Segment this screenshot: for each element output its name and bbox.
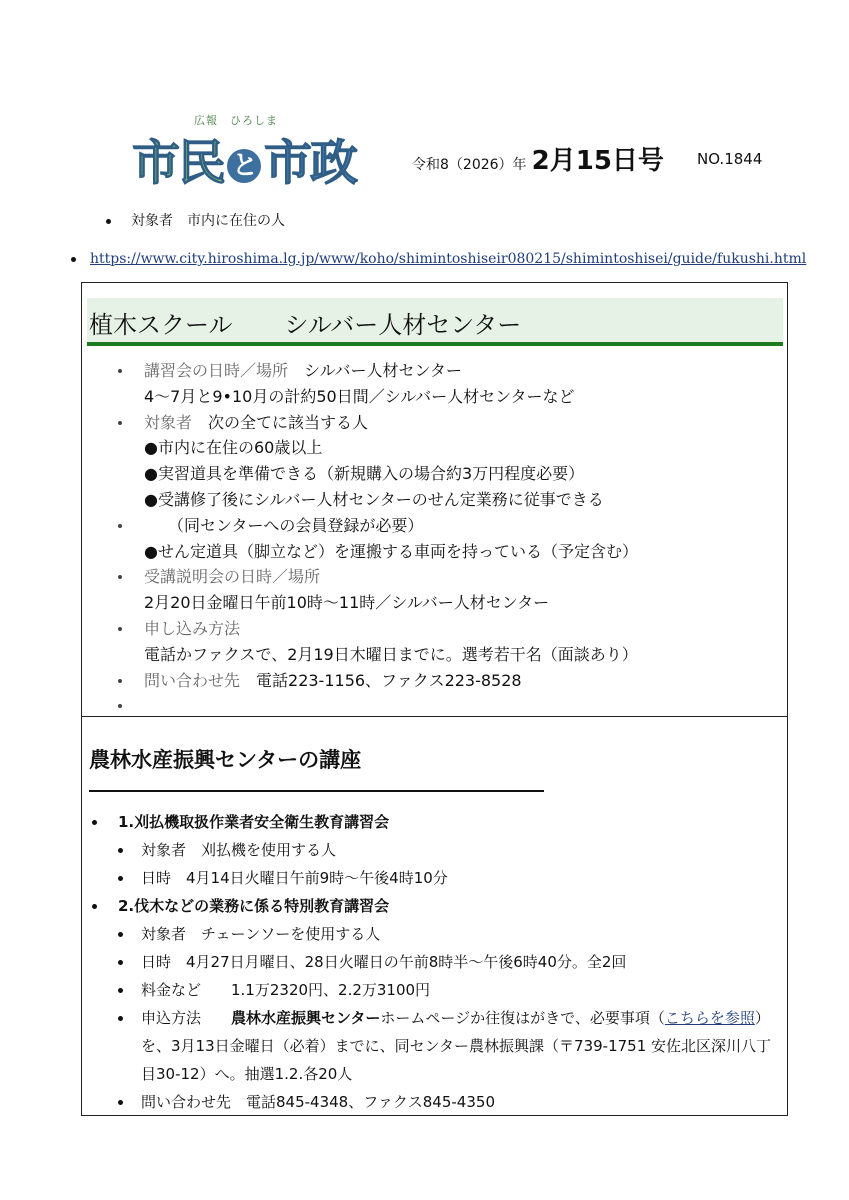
bullet-icon <box>118 679 122 683</box>
section2-list <box>89 808 779 1116</box>
bullet-icon <box>92 820 97 825</box>
section1-row-text <box>144 435 322 461</box>
masthead-logo <box>132 108 392 198</box>
section1-row <box>118 616 768 642</box>
section1-row <box>118 564 768 590</box>
section1-row-text <box>144 539 638 565</box>
course1-datetime: 日時 4月14日火曜日午前9時～午後4時10分 <box>141 869 448 887</box>
issue-day: 2月15日号 <box>531 146 664 176</box>
bullet-icon <box>118 1100 123 1105</box>
section1-row-text <box>144 616 240 642</box>
issue-date <box>412 140 664 177</box>
issue-number: NO.1844 <box>697 150 763 168</box>
course2-target: 対象者 チェーンソーを使用する人 <box>141 925 381 943</box>
section1-row <box>118 461 768 487</box>
source-url-link[interactable]: https://www.city.hiroshima.lg.jp/www/koho/shimintoshiseir080215/shimintoshisei/guide/fukushi.html <box>90 251 807 267</box>
bullet-icon <box>118 369 122 373</box>
logo-text-shisei: 市政 <box>264 135 357 191</box>
section2-title: 農林水産振興センターの講座 <box>89 748 362 772</box>
list-item <box>89 976 779 1004</box>
section1-header <box>87 298 783 346</box>
logo-title <box>132 124 356 193</box>
bullet-icon <box>118 704 122 708</box>
row-value: 2月20日金曜日午前10時～11時／シルバー人材センター <box>144 593 550 613</box>
row-value: シルバー人材センター <box>288 361 462 380</box>
section1-title <box>89 305 521 340</box>
logo-text-shimin: 市民 <box>132 135 225 191</box>
row-value: 電話223-1156、ファクス223-8528 <box>240 670 522 690</box>
course1-heading: 1.刈払機取扱作業者安全衛生教育講習会 <box>118 813 390 831</box>
section1-title-org: シルバー人材センター <box>284 311 522 339</box>
row-value: ●せん定道具（脚立など）を運搬する車両を持っている（予定含む） <box>144 541 638 561</box>
details-link[interactable]: こちらを参照 <box>664 1009 755 1027</box>
bullet-icon <box>92 904 97 909</box>
list-item <box>89 808 779 836</box>
course2-datetime: 日時 4月27日月曜日、28日火曜日の午前8時半～午後6時40分。全2回 <box>141 953 627 971</box>
bullet-icon <box>118 524 122 528</box>
list-item <box>89 892 779 920</box>
logo-subtitle: 広報 ひろしま <box>194 114 278 127</box>
top-link-item <box>71 251 806 267</box>
section1-row <box>118 384 768 410</box>
bullet-icon <box>118 575 122 579</box>
title-underline <box>89 790 544 792</box>
logo-to-mark: と <box>227 149 261 183</box>
section1-row <box>118 358 768 384</box>
section1-row-text <box>144 564 320 590</box>
bullet-icon <box>106 219 111 224</box>
course2-contact: 問い合わせ先 電話845-4348、ファクス845-4350 <box>141 1093 495 1111</box>
section1-row <box>118 513 768 539</box>
bullet-icon <box>71 257 76 262</box>
top-item-text: 対象者 市内に在住の人 <box>131 213 285 229</box>
course2-heading: 2.伐木などの業務に係る特別教育講習会 <box>118 897 390 915</box>
section1-row-text <box>144 461 584 487</box>
list-item <box>89 836 779 864</box>
section1-row-text <box>144 358 462 384</box>
section1-row <box>118 590 768 616</box>
section1-row-text <box>144 590 549 616</box>
section1-row <box>118 668 768 694</box>
issue-era: 令和8（2026）年 <box>412 157 527 173</box>
row-value: 次の全てに該当する人 <box>192 412 369 432</box>
section1-row-text <box>144 668 522 694</box>
section1-row <box>118 642 768 668</box>
section1-row <box>118 435 768 461</box>
course1-target: 対象者 刈払機を使用する人 <box>141 841 337 859</box>
row-value: 電話かファクスで、2月19日木曜日までに。選考若干名（面談あり） <box>144 644 638 664</box>
row-value: ●受講修了後にシルバー人材センターのせん定業務に従事できる <box>144 489 604 509</box>
section1-row-text <box>144 642 638 668</box>
row-value: 4～7月と9•10月の計約50日間／シルバー人材センターなど <box>144 386 575 406</box>
bullet-icon <box>118 848 123 853</box>
section1-row-text <box>144 513 423 539</box>
bullet-icon <box>118 988 123 993</box>
row-label: 講習会の日時／場所 <box>144 361 289 380</box>
section1-row-text <box>144 487 604 513</box>
list-item <box>89 948 779 976</box>
bullet-icon <box>118 932 123 937</box>
section1-row-text <box>144 410 368 436</box>
apply-text-1: ホームページか往復はがきで、必要事項（ <box>380 1009 665 1027</box>
bullet-icon <box>118 1016 123 1021</box>
row-value: ●市内に在住の60歳以上 <box>144 438 323 458</box>
apply-org: 農林水産振興センター <box>231 1009 381 1027</box>
list-item <box>89 1004 779 1088</box>
course2-fee: 料金など 1.1万2320円、2.2万3100円 <box>141 981 431 999</box>
section1-row-text <box>144 384 575 410</box>
row-label: 対象者 <box>144 412 193 432</box>
section1-row <box>118 410 768 436</box>
bullet-icon <box>118 876 123 881</box>
section1-list <box>118 358 768 719</box>
apply-text-2: ）を、3月13日金曜日（必着）までに、同センター農林振興課（〒739-1751 安佐北区深川八丁目30-12）へ。抽選1.2.各20人 <box>141 1009 772 1083</box>
row-label: 問い合わせ先 <box>144 670 241 690</box>
top-list-item <box>106 210 285 230</box>
row-value: ●実習道具を準備できる（新規購入の場合約3万円程度必要） <box>144 464 585 484</box>
row-label: 申し込み方法 <box>144 618 241 638</box>
course2-apply <box>141 1004 781 1088</box>
section1-row <box>118 693 768 719</box>
section1-title-course: 植木スクール <box>89 311 233 339</box>
row-label: 受講説明会の日時／場所 <box>144 567 321 587</box>
bullet-icon <box>118 421 122 425</box>
list-item <box>89 920 779 948</box>
apply-label: 申込方法 <box>141 1009 232 1027</box>
row-value: （同センターへの会員登録が必要） <box>144 515 424 535</box>
list-item <box>89 1088 779 1116</box>
bullet-icon <box>118 627 122 631</box>
bullet-icon <box>118 960 123 965</box>
section1-row <box>118 487 768 513</box>
list-item <box>89 864 779 892</box>
section1-row <box>118 539 768 565</box>
